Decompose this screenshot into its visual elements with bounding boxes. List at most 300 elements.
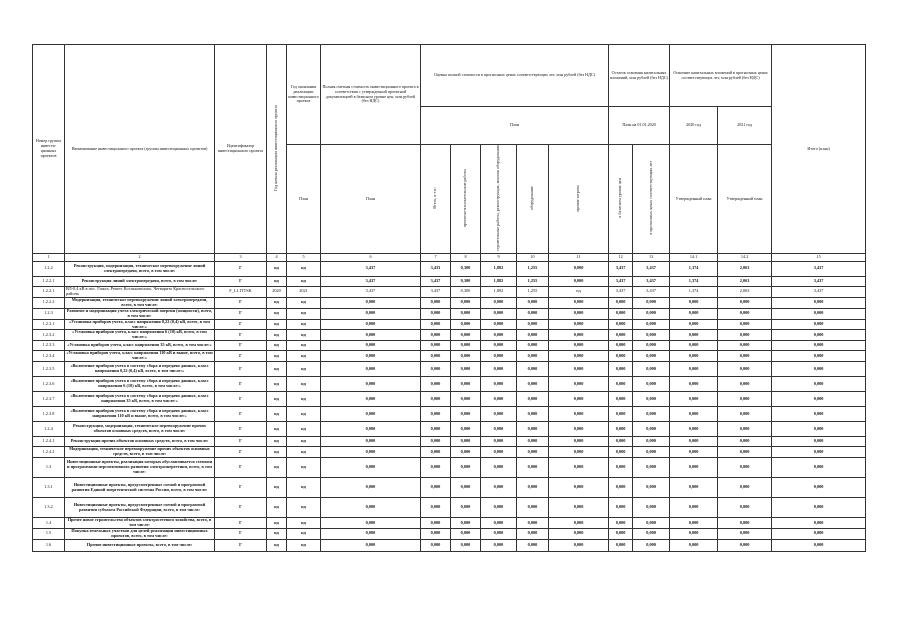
row-cell: 0,000 bbox=[633, 518, 670, 529]
column-number: 10 bbox=[517, 253, 549, 261]
row-cell: 0,000 bbox=[718, 308, 772, 319]
row-cell: нд bbox=[267, 261, 287, 276]
row-cell: 0,000 bbox=[633, 437, 670, 447]
row-cell: 0,000 bbox=[609, 498, 633, 518]
row-cell: 0,000 bbox=[321, 362, 421, 377]
row-cell: 0,000 bbox=[633, 498, 670, 518]
forecast-col-equipment: оборудование bbox=[517, 145, 549, 254]
column-number: 11 bbox=[549, 253, 609, 261]
row-cell: 0,000 bbox=[609, 362, 633, 377]
row-project-name: Реконструкция, модернизация, техническое перевооружение линий электропередачи, всего, в том числе: bbox=[65, 261, 215, 276]
column-number: 5 bbox=[287, 253, 321, 261]
remaining-col-base: в базисном уровне цен bbox=[609, 145, 633, 254]
row-cell: 0,000 bbox=[609, 528, 633, 539]
row-cell: 0,000 bbox=[481, 458, 517, 478]
row-cell: 0,000 bbox=[421, 362, 451, 377]
row-cell: Г bbox=[215, 478, 267, 498]
row-cell: нд bbox=[267, 437, 287, 447]
row-cell: Г bbox=[215, 330, 267, 341]
approved-plan-2020: Утвержденный план bbox=[670, 145, 718, 254]
row-cell: нд bbox=[287, 308, 321, 319]
row-cell: 3,437 bbox=[609, 261, 633, 276]
row-cell: нд bbox=[287, 330, 321, 341]
row-cell: 0,000 bbox=[421, 422, 451, 437]
row-cell: 0,000 bbox=[670, 447, 718, 458]
remaining-plan-label: План на 01.01.2020 bbox=[609, 107, 670, 145]
row-cell: 0,000 bbox=[517, 518, 549, 529]
row-cell: 0,000 bbox=[321, 330, 421, 341]
row-cell: Г bbox=[215, 407, 267, 422]
row-project-name: Развитие и модернизация учета электрической энергии (мощности), всего, в том числе: bbox=[65, 308, 215, 319]
row-cell: Г bbox=[215, 297, 267, 308]
row-group-number: 1.2.3.7 bbox=[33, 392, 65, 407]
row-cell: 0,000 bbox=[633, 528, 670, 539]
row-group-number: 1.2.3.2 bbox=[33, 330, 65, 341]
row-cell: 3,437 bbox=[609, 286, 633, 297]
row-cell: 0,000 bbox=[451, 407, 481, 422]
row-cell: 3,437 bbox=[633, 276, 670, 286]
row-cell: 0,000 bbox=[321, 498, 421, 518]
row-cell: нд bbox=[267, 377, 287, 392]
row-cell: 1,255 bbox=[517, 286, 549, 297]
row-cell: 0,000 bbox=[451, 297, 481, 308]
column-numbers bbox=[33, 253, 866, 261]
row-cell: 0,000 bbox=[421, 498, 451, 518]
row-cell: 0,000 bbox=[633, 458, 670, 478]
column-number: 8 bbox=[451, 253, 481, 261]
row-cell: 0,000 bbox=[670, 297, 718, 308]
row-cell: 0,000 bbox=[517, 478, 549, 498]
row-cell: 0,000 bbox=[670, 437, 718, 447]
row-cell: 0,000 bbox=[481, 478, 517, 498]
row-cell: 1,882 bbox=[481, 261, 517, 276]
row-project-name: Модернизация, техническое перевооружение линий электропередачи, всего, в том числе: bbox=[65, 297, 215, 308]
row-cell: 1,255 bbox=[517, 261, 549, 276]
row-cell: нд bbox=[267, 392, 287, 407]
table-row bbox=[33, 297, 866, 308]
row-cell: 0,000 bbox=[549, 447, 609, 458]
forecast-col-total: Всего, в т.ч.: bbox=[421, 145, 451, 254]
row-cell: 0,000 bbox=[451, 422, 481, 437]
row-cell: 0,000 bbox=[549, 261, 609, 276]
row-cell: 0,000 bbox=[481, 539, 517, 551]
table-row bbox=[33, 319, 866, 330]
table-row bbox=[33, 498, 866, 518]
row-cell: нд bbox=[287, 422, 321, 437]
row-cell: 0,000 bbox=[609, 377, 633, 392]
row-cell: 0,000 bbox=[718, 447, 772, 458]
row-cell: 2,063 bbox=[718, 261, 772, 276]
row-cell: 0,000 bbox=[451, 330, 481, 341]
forecast-col-other: прочие затраты bbox=[549, 145, 609, 254]
row-cell: 0,000 bbox=[718, 539, 772, 551]
row-cell: 0,000 bbox=[481, 297, 517, 308]
approved-plan-2021: Утвержденный план bbox=[718, 145, 772, 254]
row-cell: нд bbox=[549, 286, 609, 297]
table-row bbox=[33, 341, 866, 351]
row-group-number: 1.2.3.4 bbox=[33, 351, 65, 362]
year-2021-label: 2021 год bbox=[718, 107, 772, 145]
investment-table bbox=[32, 44, 866, 552]
row-cell: Г bbox=[215, 308, 267, 319]
row-group-number: 1.3 bbox=[33, 458, 65, 478]
row-cell: 0,000 bbox=[481, 341, 517, 351]
row-cell: 0,000 bbox=[718, 518, 772, 529]
full-cost-plan-label: План bbox=[321, 145, 421, 254]
row-cell: 3,437 bbox=[772, 261, 866, 276]
row-cell: 0,000 bbox=[549, 539, 609, 551]
row-cell: 0,000 bbox=[772, 528, 866, 539]
row-cell: 0,000 bbox=[321, 437, 421, 447]
row-cell: 0,000 bbox=[772, 478, 866, 498]
row-cell: 0,000 bbox=[772, 422, 866, 437]
row-cell: 0,000 bbox=[321, 392, 421, 407]
row-cell: 0,000 bbox=[633, 377, 670, 392]
row-cell: 0,000 bbox=[549, 319, 609, 330]
year-2020-label: 2020 год bbox=[670, 107, 718, 145]
row-cell: 0,300 bbox=[451, 261, 481, 276]
row-cell: 0,000 bbox=[517, 341, 549, 351]
row-cell: 0,000 bbox=[633, 447, 670, 458]
row-cell: 0,000 bbox=[549, 276, 609, 286]
table-row bbox=[33, 261, 866, 276]
row-cell: нд bbox=[267, 319, 287, 330]
row-project-name: «Установка приборов учета, класс напряжения 35 кВ, всего, в том числе:» bbox=[65, 341, 215, 351]
row-project-name: Покупка земельных участков для целей реализации инвестиционных проектов, всего, в том числе: bbox=[65, 528, 215, 539]
table-row bbox=[33, 518, 866, 529]
row-cell: 0,000 bbox=[772, 341, 866, 351]
row-cell: нд bbox=[267, 362, 287, 377]
row-cell: 0,000 bbox=[517, 407, 549, 422]
row-cell: Г bbox=[215, 261, 267, 276]
row-cell: 0,000 bbox=[718, 341, 772, 351]
row-cell: 0,000 bbox=[517, 392, 549, 407]
row-cell: 0,000 bbox=[421, 308, 451, 319]
row-cell: нд bbox=[287, 392, 321, 407]
row-cell: 0,000 bbox=[670, 362, 718, 377]
row-cell: 0,000 bbox=[772, 437, 866, 447]
row-cell: 0,000 bbox=[451, 437, 481, 447]
row-cell: Г bbox=[215, 351, 267, 362]
row-cell: 3,437 bbox=[772, 276, 866, 286]
row-cell: 3,437 bbox=[321, 261, 421, 276]
row-cell: 0,000 bbox=[609, 297, 633, 308]
row-cell: нд bbox=[287, 437, 321, 447]
table-row bbox=[33, 528, 866, 539]
row-cell: 0,000 bbox=[633, 407, 670, 422]
row-cell: 0,000 bbox=[718, 319, 772, 330]
column-number: 14.2 bbox=[718, 253, 772, 261]
row-cell: 3,437 bbox=[321, 276, 421, 286]
row-cell: Г bbox=[215, 377, 267, 392]
row-cell: 0,000 bbox=[321, 518, 421, 529]
row-cell: 0,000 bbox=[718, 478, 772, 498]
table-row bbox=[33, 478, 866, 498]
row-cell: нд bbox=[267, 539, 287, 551]
row-cell: 0,000 bbox=[609, 341, 633, 351]
column-number: 3 bbox=[215, 253, 267, 261]
row-cell: 0,000 bbox=[517, 528, 549, 539]
row-cell: 0,000 bbox=[421, 518, 451, 529]
row-cell: 0,000 bbox=[481, 447, 517, 458]
row-cell: 0,000 bbox=[549, 341, 609, 351]
row-cell: нд bbox=[267, 422, 287, 437]
row-project-name: «Установка приборов учета, класс напряжения 0,22 (0,4) кВ, всего, в том числе:» bbox=[65, 319, 215, 330]
row-cell: 0,300 bbox=[451, 286, 481, 297]
row-cell: 0,000 bbox=[633, 478, 670, 498]
column-number: 15 bbox=[772, 253, 866, 261]
row-cell: 0,000 bbox=[421, 458, 451, 478]
row-cell: 0,000 bbox=[609, 351, 633, 362]
row-cell: нд bbox=[287, 319, 321, 330]
column-number: 7 bbox=[421, 253, 451, 261]
row-group-number: 1.5 bbox=[33, 528, 65, 539]
row-cell: 0,000 bbox=[421, 351, 451, 362]
row-cell: нд bbox=[287, 458, 321, 478]
row-cell: 0,000 bbox=[549, 498, 609, 518]
row-cell: 0,000 bbox=[517, 319, 549, 330]
row-cell: 0,000 bbox=[451, 478, 481, 498]
row-cell: Г bbox=[215, 528, 267, 539]
table-row bbox=[33, 308, 866, 319]
column-number: 4 bbox=[267, 253, 287, 261]
col-header-remaining: Остаток освоения капитальных вложений, млн рублей (без НДС) bbox=[609, 45, 670, 107]
row-cell: 0,000 bbox=[481, 362, 517, 377]
row-cell: 0,000 bbox=[451, 447, 481, 458]
row-project-name: Реконструкция, модернизация, техническое перевооружение прочих объектов основных средств, всего, в том числе: bbox=[65, 422, 215, 437]
row-cell: 0,000 bbox=[321, 458, 421, 478]
row-cell: 3,437 bbox=[633, 286, 670, 297]
row-cell: 0,000 bbox=[670, 308, 718, 319]
row-cell: 0,000 bbox=[517, 498, 549, 518]
row-cell: 0,000 bbox=[549, 377, 609, 392]
row-cell: 0,000 bbox=[321, 308, 421, 319]
row-cell: 0,000 bbox=[481, 498, 517, 518]
column-number: 2 bbox=[65, 253, 215, 261]
row-cell: 0,000 bbox=[670, 528, 718, 539]
row-cell: 0,000 bbox=[321, 297, 421, 308]
row-cell: 0,000 bbox=[633, 319, 670, 330]
row-cell: 0,000 bbox=[517, 539, 549, 551]
row-cell: 0,000 bbox=[451, 392, 481, 407]
row-cell: 0,000 bbox=[549, 308, 609, 319]
row-cell: 0,000 bbox=[670, 351, 718, 362]
row-cell: 0,000 bbox=[481, 308, 517, 319]
row-cell: нд bbox=[287, 447, 321, 458]
row-cell: нд bbox=[267, 330, 287, 341]
row-cell: Г bbox=[215, 458, 267, 478]
row-cell: 0,000 bbox=[421, 392, 451, 407]
row-cell: 0,000 bbox=[549, 437, 609, 447]
row-project-name: «Установка приборов учета, класс напряжения 110 кВ и выше, всего, в том числе:» bbox=[66, 350, 213, 361]
row-cell: 1,374 bbox=[670, 276, 718, 286]
row-group-number: 1.2.3.1 bbox=[33, 319, 65, 330]
row-cell: 0,000 bbox=[772, 351, 866, 362]
row-project-name: «Включение приборов учета в систему сбора и передачи данных, класс напряжения 110 кВ и выше, всего, в том числе:» bbox=[65, 407, 215, 422]
row-cell: 0,000 bbox=[772, 308, 866, 319]
col-header-investments: Освоение капитальных вложений в прогнозных ценах соответствующих лет, млн рублей (без НДС) bbox=[670, 45, 772, 107]
row-cell: нд bbox=[267, 341, 287, 351]
row-cell: нд bbox=[267, 478, 287, 498]
row-cell: нд bbox=[287, 528, 321, 539]
row-cell: 0,000 bbox=[451, 377, 481, 392]
row-cell: нд bbox=[267, 351, 287, 362]
row-cell: нд bbox=[287, 351, 321, 362]
row-cell: 0,000 bbox=[481, 330, 517, 341]
row-cell: 0,000 bbox=[517, 308, 549, 319]
row-group-number: 1.6 bbox=[33, 539, 65, 551]
row-project-name: Инвестиционные проекты, предусмотренные схемой и программой развития субъекта Российской Федерации, всего, в том числе: bbox=[65, 498, 215, 518]
col-header-total: Итого (план) bbox=[772, 45, 866, 254]
row-project-name: «Включение приборов учета в систему сбора и передачи данных, класс напряжения 35 кВ, всего, в том числе:» bbox=[65, 392, 215, 407]
row-group-number: 1.2.2.2 bbox=[33, 297, 65, 308]
row-cell: 0,000 bbox=[517, 330, 549, 341]
table-row bbox=[33, 437, 866, 447]
row-group-number: 1.2.4.1 bbox=[33, 437, 65, 447]
row-group-number: 1.2.4.2 bbox=[33, 447, 65, 458]
row-cell: 0,000 bbox=[549, 330, 609, 341]
row-cell: 0,000 bbox=[772, 330, 866, 341]
row-cell: 0,000 bbox=[549, 528, 609, 539]
row-cell: нд bbox=[287, 539, 321, 551]
row-cell: 0,000 bbox=[451, 539, 481, 551]
row-cell: 0,000 bbox=[421, 447, 451, 458]
row-group-number: 1.2.2.1 bbox=[33, 286, 65, 297]
row-cell: 0,000 bbox=[718, 407, 772, 422]
row-cell: нд bbox=[267, 308, 287, 319]
row-cell: 0,000 bbox=[321, 528, 421, 539]
row-cell: 0,000 bbox=[549, 407, 609, 422]
row-cell: 0,000 bbox=[670, 539, 718, 551]
table-row bbox=[33, 458, 866, 478]
row-cell: Г bbox=[215, 422, 267, 437]
column-number: 9 bbox=[481, 253, 517, 261]
col-header-start-year: Год начала реализации инвестиционного проекта bbox=[267, 45, 287, 254]
row-cell: 0,000 bbox=[517, 297, 549, 308]
row-cell: 0,000 bbox=[609, 330, 633, 341]
row-group-number: 1.2.3.6 bbox=[33, 377, 65, 392]
row-cell: 0,000 bbox=[321, 478, 421, 498]
row-cell: 3,437 bbox=[421, 286, 451, 297]
row-cell: 0,000 bbox=[670, 478, 718, 498]
table-row bbox=[33, 539, 866, 551]
forecast-col-construction: строительные работы, реконструкция, монтаж оборудования bbox=[481, 145, 517, 254]
col-header-project-name: Наименование инвестиционного проекта (группы инвестиционных проектов) bbox=[65, 45, 215, 254]
row-group-number: 1.2.2.1 bbox=[33, 276, 65, 286]
row-cell: 0,000 bbox=[772, 407, 866, 422]
row-cell: 0,000 bbox=[517, 458, 549, 478]
row-cell: нд bbox=[287, 362, 321, 377]
row-cell: 0,000 bbox=[609, 422, 633, 437]
row-cell: 0,000 bbox=[549, 351, 609, 362]
row-project-name: ВЛ-0,4 кВ в пос. Гижга, Решет, Коспьковолоко, Чегварито Красносельского района bbox=[65, 286, 215, 297]
row-project-name: Модернизация, техническое перевооружение прочих объектов основных средств, всего, в том числе: bbox=[65, 447, 215, 458]
row-cell: 0,000 bbox=[421, 330, 451, 341]
row-project-name: Реконструкция прочих объектов основных средств, всего, в том числе: bbox=[65, 437, 215, 447]
table-row bbox=[33, 362, 866, 377]
row-cell: Г bbox=[215, 276, 267, 286]
row-cell: 0,000 bbox=[633, 297, 670, 308]
row-cell: 0,000 bbox=[421, 437, 451, 447]
row-cell: 0,000 bbox=[609, 539, 633, 551]
row-cell: 0,000 bbox=[670, 392, 718, 407]
row-cell: 0,000 bbox=[670, 319, 718, 330]
row-project-name: Прочие инвестиционные проекты, всего, в том числе: bbox=[65, 539, 215, 551]
row-cell: 0,000 bbox=[772, 377, 866, 392]
row-cell: 0,000 bbox=[481, 528, 517, 539]
row-cell: нд bbox=[267, 447, 287, 458]
row-cell: 3,437 bbox=[772, 286, 866, 297]
row-cell: 0,000 bbox=[421, 297, 451, 308]
col-header-group-number: Номер группы инвести-ционных проектов bbox=[33, 45, 65, 254]
row-cell: 0,000 bbox=[517, 437, 549, 447]
row-cell: 0,000 bbox=[772, 518, 866, 529]
row-cell: 0,000 bbox=[772, 539, 866, 551]
row-cell: 0,000 bbox=[481, 407, 517, 422]
row-cell: 0,000 bbox=[517, 422, 549, 437]
row-cell: нд bbox=[267, 297, 287, 308]
column-number: 6 bbox=[321, 253, 421, 261]
row-cell: 0,000 bbox=[481, 377, 517, 392]
table-row bbox=[33, 422, 866, 437]
row-cell: 0,000 bbox=[718, 362, 772, 377]
row-cell: 0,000 bbox=[633, 422, 670, 437]
row-cell: нд bbox=[287, 498, 321, 518]
row-cell: нд bbox=[267, 276, 287, 286]
table-row bbox=[33, 351, 866, 362]
row-cell: нд bbox=[287, 407, 321, 422]
row-cell: 0,000 bbox=[670, 458, 718, 478]
row-group-number: 1.2.3.8 bbox=[33, 407, 65, 422]
row-cell: 0,000 bbox=[451, 498, 481, 518]
row-cell: 0,000 bbox=[670, 422, 718, 437]
row-cell: 2,063 bbox=[718, 276, 772, 286]
row-cell: 0,000 bbox=[421, 528, 451, 539]
row-cell: 2020 bbox=[267, 286, 287, 297]
row-cell: нд bbox=[287, 261, 321, 276]
row-group-number: 1.2.3.5 bbox=[33, 362, 65, 377]
row-cell: 0,000 bbox=[772, 297, 866, 308]
row-cell: 0,000 bbox=[718, 528, 772, 539]
row-cell: 0,000 bbox=[421, 319, 451, 330]
row-cell: 0,000 bbox=[772, 498, 866, 518]
investment-table-sheet bbox=[32, 44, 865, 552]
row-group-number: 1.2.3 bbox=[33, 308, 65, 319]
row-cell: 1,255 bbox=[517, 276, 549, 286]
row-cell: 0,000 bbox=[321, 539, 421, 551]
row-cell: 1,374 bbox=[670, 286, 718, 297]
row-project-name: «Включение приборов учета в систему сбора и передачи данных, класс напряжения 0,22 (0,4) кВ, всего, в том числе:» bbox=[65, 362, 215, 377]
row-cell: 0,000 bbox=[718, 377, 772, 392]
row-cell: нд bbox=[287, 377, 321, 392]
row-cell: нд bbox=[267, 458, 287, 478]
row-cell: 1,882 bbox=[481, 286, 517, 297]
row-cell: 1,374 bbox=[670, 261, 718, 276]
remaining-col-forecast: в прогнозных ценах соответствующих лет bbox=[633, 145, 670, 254]
row-cell: 0,000 bbox=[633, 392, 670, 407]
row-cell: 0,000 bbox=[451, 308, 481, 319]
row-cell: нд bbox=[267, 528, 287, 539]
table-row bbox=[33, 330, 866, 341]
row-cell: 0,000 bbox=[451, 458, 481, 478]
row-cell: 0,000 bbox=[321, 351, 421, 362]
row-cell: 0,000 bbox=[609, 478, 633, 498]
row-cell: 0,000 bbox=[517, 362, 549, 377]
row-project-name: Прочее новое строительство объектов электросетевого хозяйства, всего, в том числе: bbox=[65, 518, 215, 529]
row-project-name: «Включение приборов учета в систему сбора и передачи данных, класс напряжения 6 (10) кВ, всего, в том числе:» bbox=[65, 377, 215, 392]
row-cell: 0,000 bbox=[421, 407, 451, 422]
row-cell: 0,000 bbox=[633, 308, 670, 319]
